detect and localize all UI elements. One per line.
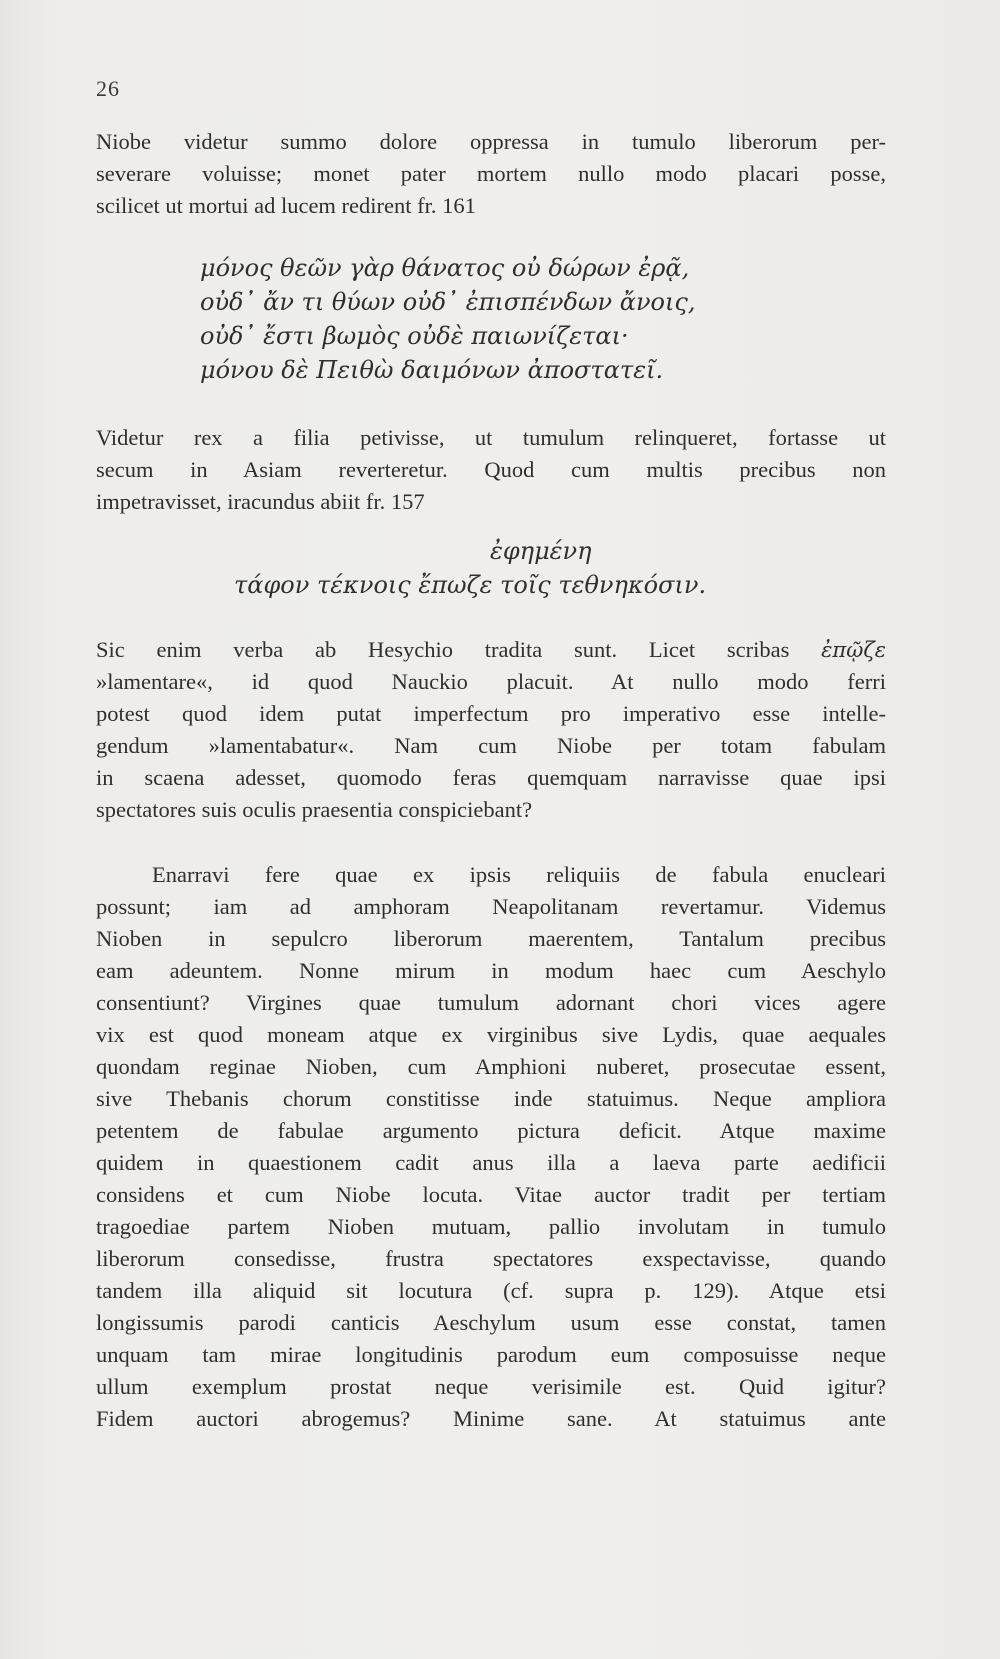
verse-line: μόνου δὲ Πειθὼ δαιμόνων ἀποστατεῖ. (200, 356, 664, 384)
text-line: potest quod idem putat imperfectum pro imperativo esse intelle- (96, 701, 886, 726)
text-line: consentiunt? Virgines quae tumulum adornant chori vices agere (96, 990, 886, 1015)
verse-line: ἐφημένη (490, 537, 592, 565)
text-line: in scaena adesset, quomodo feras quemquam narravisse quae ipsi (96, 765, 886, 790)
text-line: secum in Asiam reverteretur. Quod cum multis precibus non (96, 457, 886, 482)
verse-line: οὐδ᾽ ἔστι βωμὸς οὐδὲ παιωνίζεται· (200, 322, 629, 350)
paragraph-2 (96, 422, 886, 518)
text-line: vix est quod moneam atque ex virginibus sive Lydis, quae aequales (96, 1022, 886, 1047)
verse-line: μόνος θεῶν γὰρ θάνατος οὐ δώρων ἐρᾷ, (200, 254, 690, 282)
greek-word: ἐπῷζε (821, 638, 887, 662)
text-line: impetravisset, iracundus abiit fr. 157 (96, 489, 425, 514)
text-line: Enarravi fere quae ex ipsis reliquiis de fabula enucleari (152, 862, 886, 887)
text-line: Niobe videtur summo dolore oppressa in tumulo liberorum per- (96, 129, 886, 154)
text-line: gendum »lamentabatur«. Nam cum Niobe per totam fabulam (96, 733, 886, 758)
text-line: tragoediae partem Nioben mutuam, pallio involutam in tumulo (96, 1214, 886, 1239)
text-line: severare voluisse; monet pater mortem nullo modo placari posse, (96, 161, 886, 186)
text-line: spectatores suis oculis praesentia conspiciebant? (96, 797, 533, 822)
text-line: eam adeuntem. Nonne mirum in modum haec cum Aeschylo (96, 958, 886, 983)
text-line: liberorum consedisse, frustra spectatores exspectavisse, quando (96, 1246, 886, 1271)
text-line: Nioben in sepulcro liberorum maerentem, Tantalum precibus (96, 926, 886, 951)
page-number: 26 (96, 76, 120, 101)
verse-line: τάφον τέκνοις ἔπωζε τοῖς τεθνηκόσιν. (234, 571, 707, 599)
text-line: considens et cum Niobe locuta. Vitae auctor tradit per tertiam (96, 1182, 886, 1207)
text-line: petentem de fabulae argumento pictura deficit. Atque maxime (96, 1118, 886, 1143)
verse-line: οὐδ᾽ ἄν τι θύων οὐδ᾽ ἐπισπένδων ἄνοις, (200, 288, 696, 316)
paragraph-3 (96, 634, 886, 826)
text-line: sive Thebanis chorum constitisse inde statuimus. Neque ampliora (96, 1086, 886, 1111)
greek-quotation-1 (200, 251, 695, 387)
text-line (96, 634, 886, 666)
text-line: scilicet ut mortui ad lucem redirent fr. 161 (96, 193, 476, 218)
text-line: quidem in quaestionem cadit anus illa a laeva parte aedificii (96, 1150, 886, 1175)
text-line: tandem illa aliquid sit locutura (cf. supra p. 129). Atque etsi (96, 1278, 886, 1303)
text-line: possunt; iam ad amphoram Neapolitanam revertamur. Videmus (96, 894, 886, 919)
text-line: ullum exemplum prostat neque verisimile est. Quid igitur? (96, 1374, 886, 1399)
text-line: »lamentare«, id quod Nauckio placuit. At nullo modo ferri (96, 669, 886, 694)
text-line: quondam reginae Nioben, cum Amphioni nuberet, prosecutae essent, (96, 1054, 886, 1079)
paragraph-4 (96, 859, 886, 1435)
greek-quotation-2 (234, 534, 706, 602)
text-line: Fidem auctori abrogemus? Minime sane. At statuimus ante (96, 1406, 886, 1431)
text-line: unquam tam mirae longitudinis parodum eum composuisse neque (96, 1342, 886, 1367)
text-line: longissumis parodi canticis Aeschylum usum esse constat, tamen (96, 1310, 886, 1335)
text-line: Videtur rex a filia petivisse, ut tumulum relinqueret, fortasse ut (96, 425, 886, 450)
text-segment: Sic enim verba ab Hesychio tradita sunt. Licet scribas (96, 637, 790, 662)
paragraph-1 (96, 126, 886, 222)
